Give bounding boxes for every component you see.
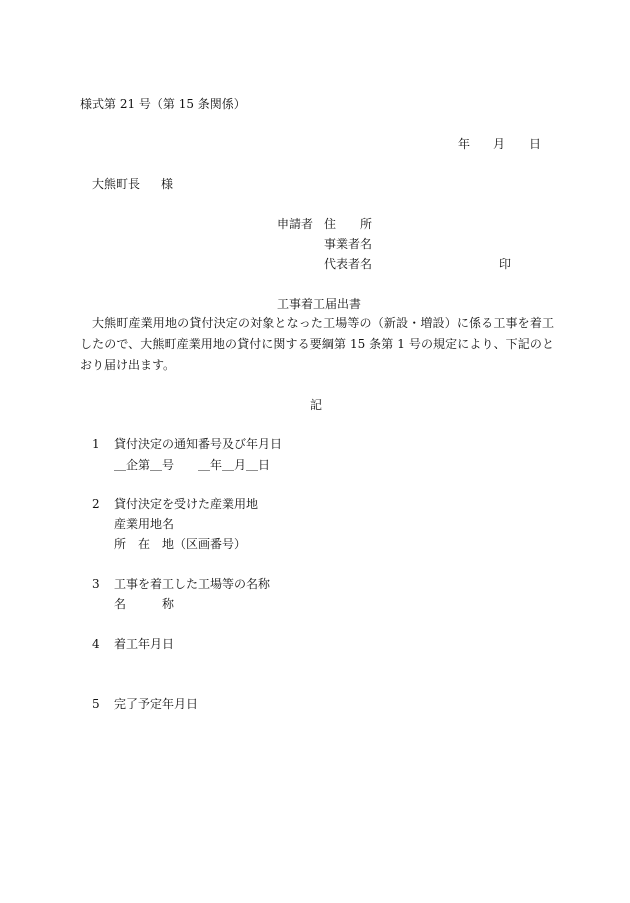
item-detail-line: ＿企第＿号 ＿年＿月＿日 <box>114 458 271 472</box>
date-month-label: 月 <box>493 137 506 151</box>
addressee-honorific: 様 <box>161 177 174 191</box>
body-paragraph: 大熊町産業用地の貸付決定の対象となった工場等の（新設・増設）に係る工事を着工したので、大熊町産業用地の貸付に関する要綱第 15 条第 1 号の規定により、下記のとおり届け出ます。 <box>80 316 554 372</box>
address-label: 住 所 <box>324 217 373 231</box>
form-number: 様式第 21 号（第 15 条関係） <box>80 97 246 111</box>
addressee-name: 大熊町長 <box>92 177 141 191</box>
item-label: 貸付決定の通知番号及び年月日 <box>114 437 283 451</box>
date-year-label: 年 <box>458 137 471 151</box>
applicant-label: 申請者 <box>277 217 314 231</box>
item-number: 5 <box>92 697 100 711</box>
item-number: 3 <box>92 577 100 591</box>
business-name-label: 事業者名 <box>324 237 373 251</box>
document-title: 工事着工届出書 <box>277 297 362 311</box>
seal-mark: 印 <box>499 257 512 271</box>
item-number: 2 <box>92 497 100 511</box>
item-label: 着工年月日 <box>114 637 175 651</box>
item-detail-line: 名 称 <box>114 597 175 611</box>
item-detail-line: 所 在 地（区画番号） <box>114 537 247 551</box>
item-label: 工事を着工した工場等の名称 <box>114 577 271 591</box>
date-day-label: 日 <box>529 137 542 151</box>
ki-heading: 記 <box>310 398 323 412</box>
item-number: 4 <box>92 637 100 651</box>
item-detail-line: 産業用地名 <box>114 517 175 531</box>
item-label: 完了予定年月日 <box>114 697 199 711</box>
item-label: 貸付決定を受けた産業用地 <box>114 497 259 511</box>
representative-label: 代表者名 <box>324 257 373 271</box>
item-number: 1 <box>92 437 100 451</box>
